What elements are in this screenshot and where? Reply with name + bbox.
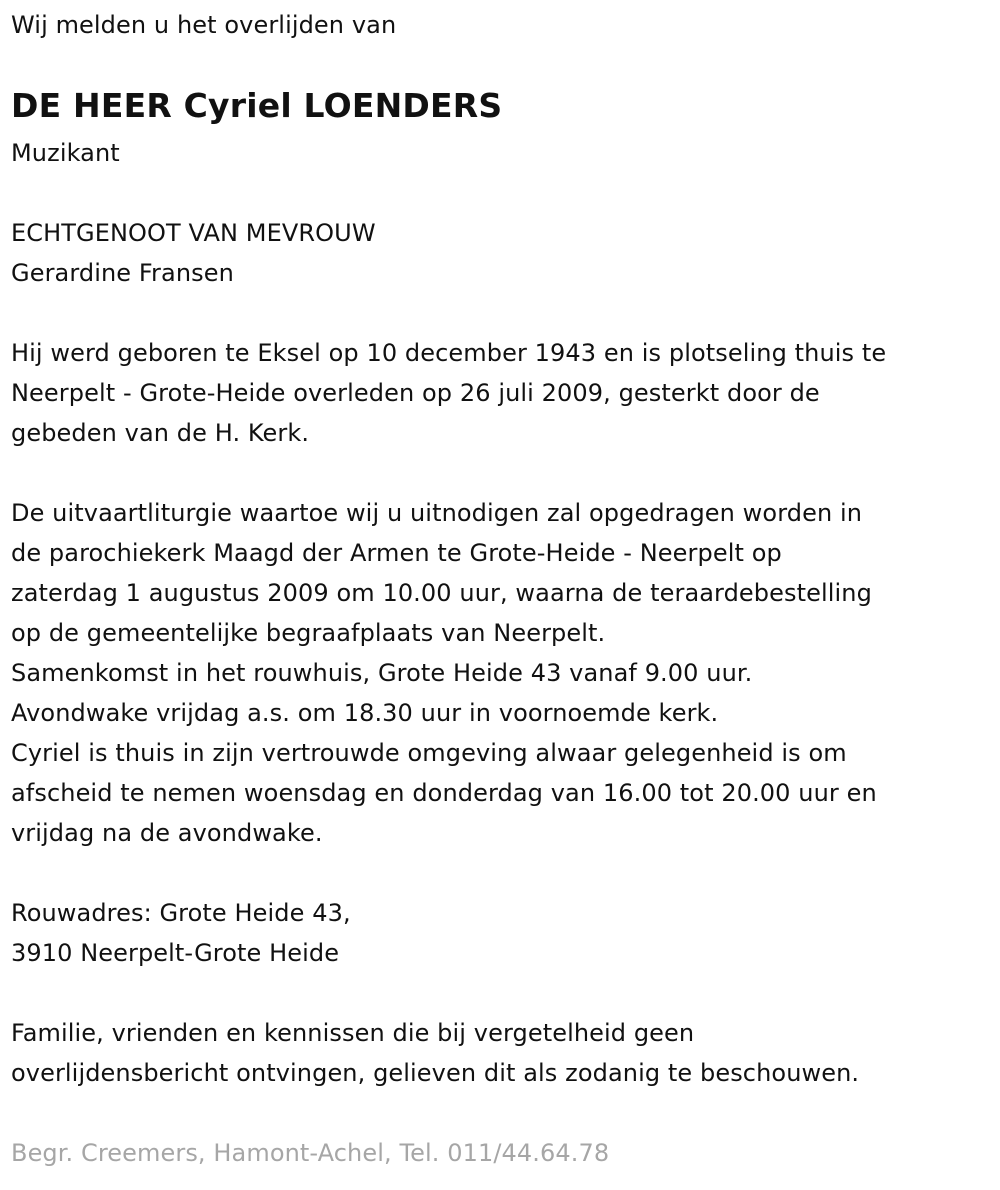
gathering-line: Samenkomst in het rouwhuis, Grote Heide 43 vanaf 9.00 uur. xyxy=(11,659,753,687)
funeral-line: De uitvaartliturgie waartoe wij u uitnodigen zal opgedragen worden in xyxy=(11,499,863,527)
deceased-name: DE HEER Cyriel LOENDERS xyxy=(11,86,503,125)
funeral-paragraph xyxy=(11,493,877,853)
family-note xyxy=(11,1013,859,1093)
spouse-name: Gerardine Fransen xyxy=(11,259,234,287)
address-street: Rouwadres: Grote Heide 43, xyxy=(11,899,351,927)
undertaker-footer: Begr. Creemers, Hamont-Achel, Tel. 011/44.64.78 xyxy=(11,1139,610,1167)
farewell-line: afscheid te nemen woensdag en donderdag van 16.00 tot 20.00 uur en xyxy=(11,779,877,807)
family-line: Familie, vrienden en kennissen die bij vergetelheid geen xyxy=(11,1019,695,1047)
funeral-line: de parochiekerk Maagd der Armen te Grote-Heide - Neerpelt op xyxy=(11,539,782,567)
mourning-address xyxy=(11,893,351,973)
vigil-line: Avondwake vrijdag a.s. om 18.30 uur in voornoemde kerk. xyxy=(11,699,719,727)
birth-line: Hij werd geboren te Eksel op 10 december 1943 en is plotseling thuis te xyxy=(11,339,887,367)
birth-line: gebeden van de H. Kerk. xyxy=(11,419,310,447)
address-city: 3910 Neerpelt-Grote Heide xyxy=(11,939,340,967)
birth-paragraph xyxy=(11,333,886,453)
farewell-line: Cyriel is thuis in zijn vertrouwde omgeving alwaar gelegenheid is om xyxy=(11,739,847,767)
spouse-heading: ECHTGENOOT VAN MEVROUW xyxy=(11,219,376,247)
birth-line: Neerpelt - Grote-Heide overleden op 26 juli 2009, gesterkt door de xyxy=(11,379,820,407)
spouse-section xyxy=(11,213,376,293)
funeral-line: op de gemeentelijke begraafplaats van Neerpelt. xyxy=(11,619,606,647)
profession: Muzikant xyxy=(11,139,120,167)
funeral-line: zaterdag 1 augustus 2009 om 10.00 uur, waarna de teraardebestelling xyxy=(11,579,872,607)
intro-text: Wij melden u het overlijden van xyxy=(11,11,397,39)
farewell-line: vrijdag na de avondwake. xyxy=(11,819,323,847)
family-line: overlijdensbericht ontvingen, gelieven dit als zodanig te beschouwen. xyxy=(11,1059,860,1087)
